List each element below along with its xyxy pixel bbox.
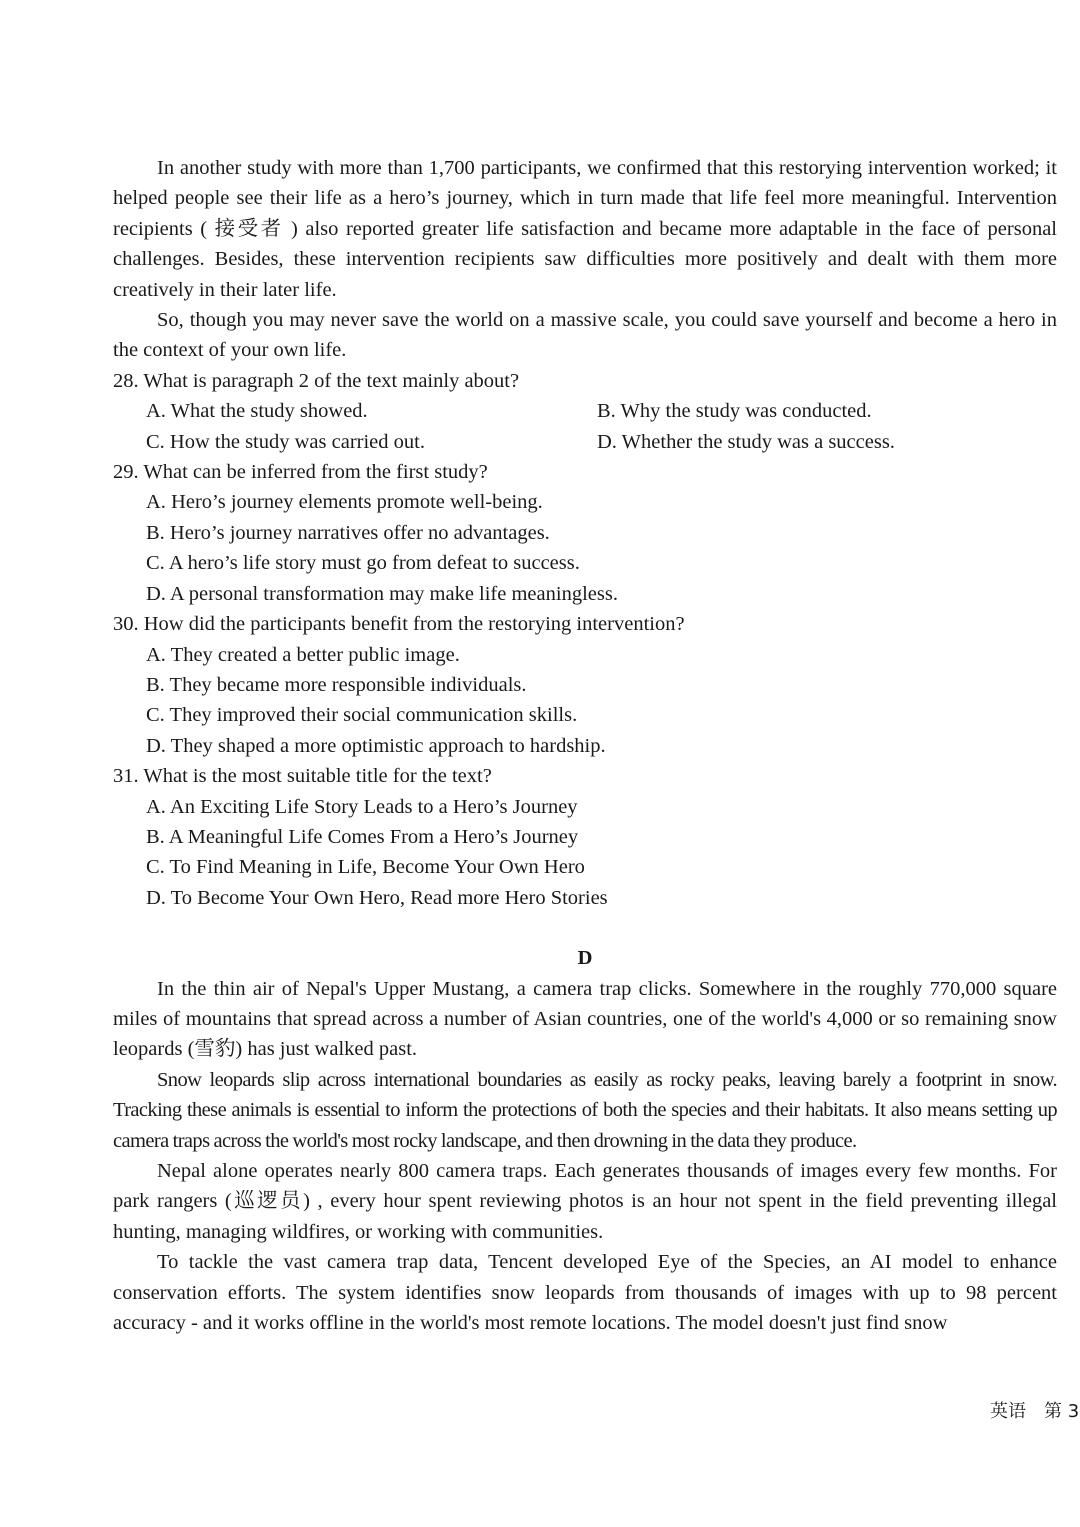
question-28 (113, 366, 1057, 457)
question-31-stem: 31. What is the most suitable title for the text? (113, 765, 492, 788)
question-31 (113, 761, 1057, 913)
question-29-option-a: A. Hero’s journey elements promote well-being. (146, 491, 543, 514)
passage-d-paragraph-4: To tackle the vast camera trap data, Tencent developed Eye of the Species, an AI model to enhance conservation efforts. The system identifies snow leopards from thousands of images with up to 98 percent accuracy - and it works offline in the world's most remote locations. The model doesn't just find snow (113, 1251, 1057, 1335)
question-28-option-d: D. Whether the study was a success. (597, 430, 895, 453)
question-29-option-c: C. A hero’s life story must go from defeat to success. (146, 552, 580, 575)
question-28-option-c: C. How the study was carried out. (146, 430, 425, 453)
section-d-heading: D (577, 947, 593, 970)
question-31-options (113, 792, 1057, 914)
question-28-stem: 28. What is paragraph 2 of the text mainly about? (113, 369, 520, 392)
question-30-option-a: A. They created a better public image. (146, 643, 460, 666)
question-30-option-c: C. They improved their social communication skills. (146, 704, 578, 727)
question-30-options (113, 640, 1057, 762)
question-30-option-b: B. They became more responsible individuals. (146, 673, 527, 696)
passage-c-paragraph-4: So, though you may never save the world on a massive scale, you could save yourself and become a hero in the context of your own life. (113, 309, 1057, 362)
page-footer: 英语 第 3 (990, 1401, 1080, 1422)
question-30-stem: 30. How did the participants benefit from the restorying intervention? (113, 613, 685, 636)
question-28-option-a: A. What the study showed. (146, 400, 368, 423)
question-28-options (113, 396, 1057, 457)
passage-d-paragraph-3: Nepal alone operates nearly 800 camera traps. Each generates thousands of images every few months. For park rangers (巡逻员) , every hour spent reviewing photos is an hour not spent in the field preventing illegal hunting, managing wildfires, or working with communities. (113, 1160, 1057, 1243)
question-29-option-d: D. A personal transformation may make life meaningless. (146, 582, 618, 605)
exam-page (113, 153, 1057, 1338)
question-31-option-a: A. An Exciting Life Story Leads to a Hero’s Journey (146, 795, 578, 818)
question-28-option-b: B. Why the study was conducted. (597, 400, 872, 423)
question-29-options (113, 487, 1057, 609)
question-29-stem: 29. What can be inferred from the first study? (113, 461, 488, 484)
question-31-option-c: C. To Find Meaning in Life, Become Your Own Hero (146, 856, 585, 879)
question-30 (113, 609, 1057, 761)
passage-d-paragraph-1: In the thin air of Nepal's Upper Mustang, a camera trap clicks. Somewhere in the roughly 770,000 square miles of mountains that spread across a number of Asian countries, one of the world's 4,000 or so remaining snow leopards (雪豹) has just walked past. (113, 977, 1057, 1061)
question-31-option-b: B. A Meaningful Life Comes From a Hero’s Journey (146, 825, 579, 848)
question-30-option-d: D. They shaped a more optimistic approach to hardship. (146, 734, 606, 757)
passage-c-paragraph-3: In another study with more than 1,700 participants, we confirmed that this restorying intervention worked; it helped people see their life as a hero’s journey, which in turn made that life feel more meaningful. Intervention recipients ( 接受者 ) also reported greater life satisfaction and became more adaptable in the face of personal challenges. Besides, these intervention recipients saw difficulties more positively and dealt with them more creatively in their later life. (113, 157, 1057, 301)
question-29-option-b: B. Hero’s journey narratives offer no advantages. (146, 521, 550, 544)
passage-d-paragraph-2: Snow leopards slip across international boundaries as easily as rocky peaks, leaving barely a footprint in snow. Tracking these animals is essential to inform the protections of both the species and their habitats. It also means setting up camera traps across the world's most rocky landscape, and then drowning in the data they produce. (113, 1068, 1057, 1152)
question-31-option-d: D. To Become Your Own Hero, Read more Hero Stories (146, 886, 608, 909)
question-29 (113, 457, 1057, 609)
